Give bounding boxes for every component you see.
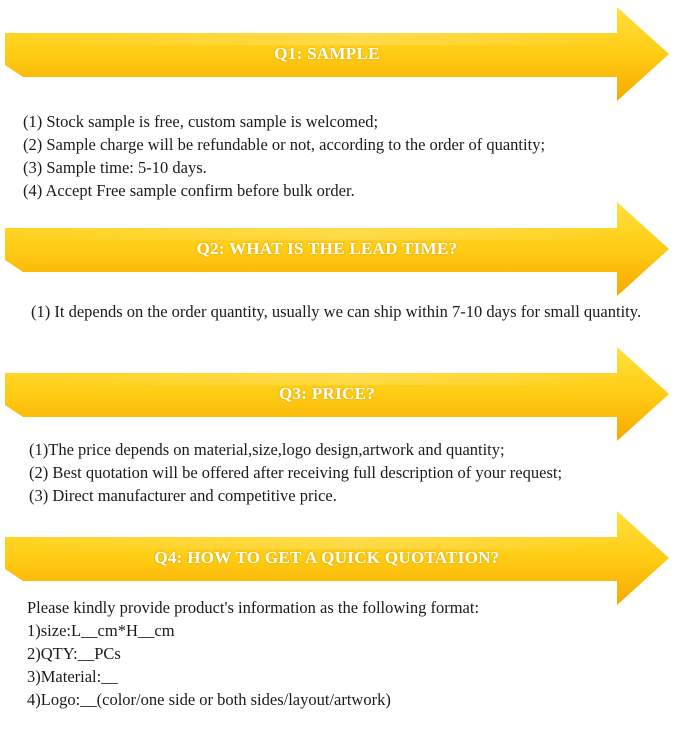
q3-title: Q3: PRICE? <box>278 384 376 403</box>
q1-banner-arrow <box>5 5 669 103</box>
q2-banner-arrow <box>5 200 669 298</box>
q4-title: Q4: HOW TO GET A QUICK QUOTATION? <box>154 548 500 567</box>
q2-line-1: (1) It depends on the order quantity, usually we can ship within 7-10 days for small quantity. <box>31 302 642 321</box>
q3-banner-arrow <box>5 345 669 443</box>
q3-line-2: (2) Best quotation will be offered after receiving full description of your request; <box>29 463 563 482</box>
q1-line-4: (4) Accept Free sample confirm before bulk order. <box>23 181 355 200</box>
q4-line-4: 3)Material:__ <box>27 667 118 686</box>
q4-line-1: Please kindly provide product's information as the following format: <box>27 598 480 617</box>
q4-line-2: 1)size:L__cm*H__cm <box>27 621 175 640</box>
q2-title: Q2: WHAT IS THE LEAD TIME? <box>196 239 458 258</box>
q2-answer <box>31 300 671 323</box>
q4-answer <box>27 596 687 711</box>
q3-answer <box>29 438 689 507</box>
q3-line-1: (1)The price depends on material,size,logo design,artwork and quantity; <box>29 440 505 459</box>
q1-title: Q1: SAMPLE <box>274 44 380 63</box>
q1-line-2: (2) Sample charge will be refundable or not, according to the order of quantity; <box>23 135 546 154</box>
q1-line-1: (1) Stock sample is free, custom sample is welcomed; <box>23 112 379 131</box>
q1-line-3: (3) Sample time: 5-10 days. <box>23 158 207 177</box>
q3-line-3: (3) Direct manufacturer and competitive price. <box>29 486 337 505</box>
q4-line-3: 2)QTY:__PCs <box>27 644 121 663</box>
q1-answer <box>23 110 683 202</box>
q4-line-5: 4)Logo:__(color/one side or both sides/layout/artwork) <box>27 690 391 709</box>
q4-banner-arrow <box>5 509 669 607</box>
